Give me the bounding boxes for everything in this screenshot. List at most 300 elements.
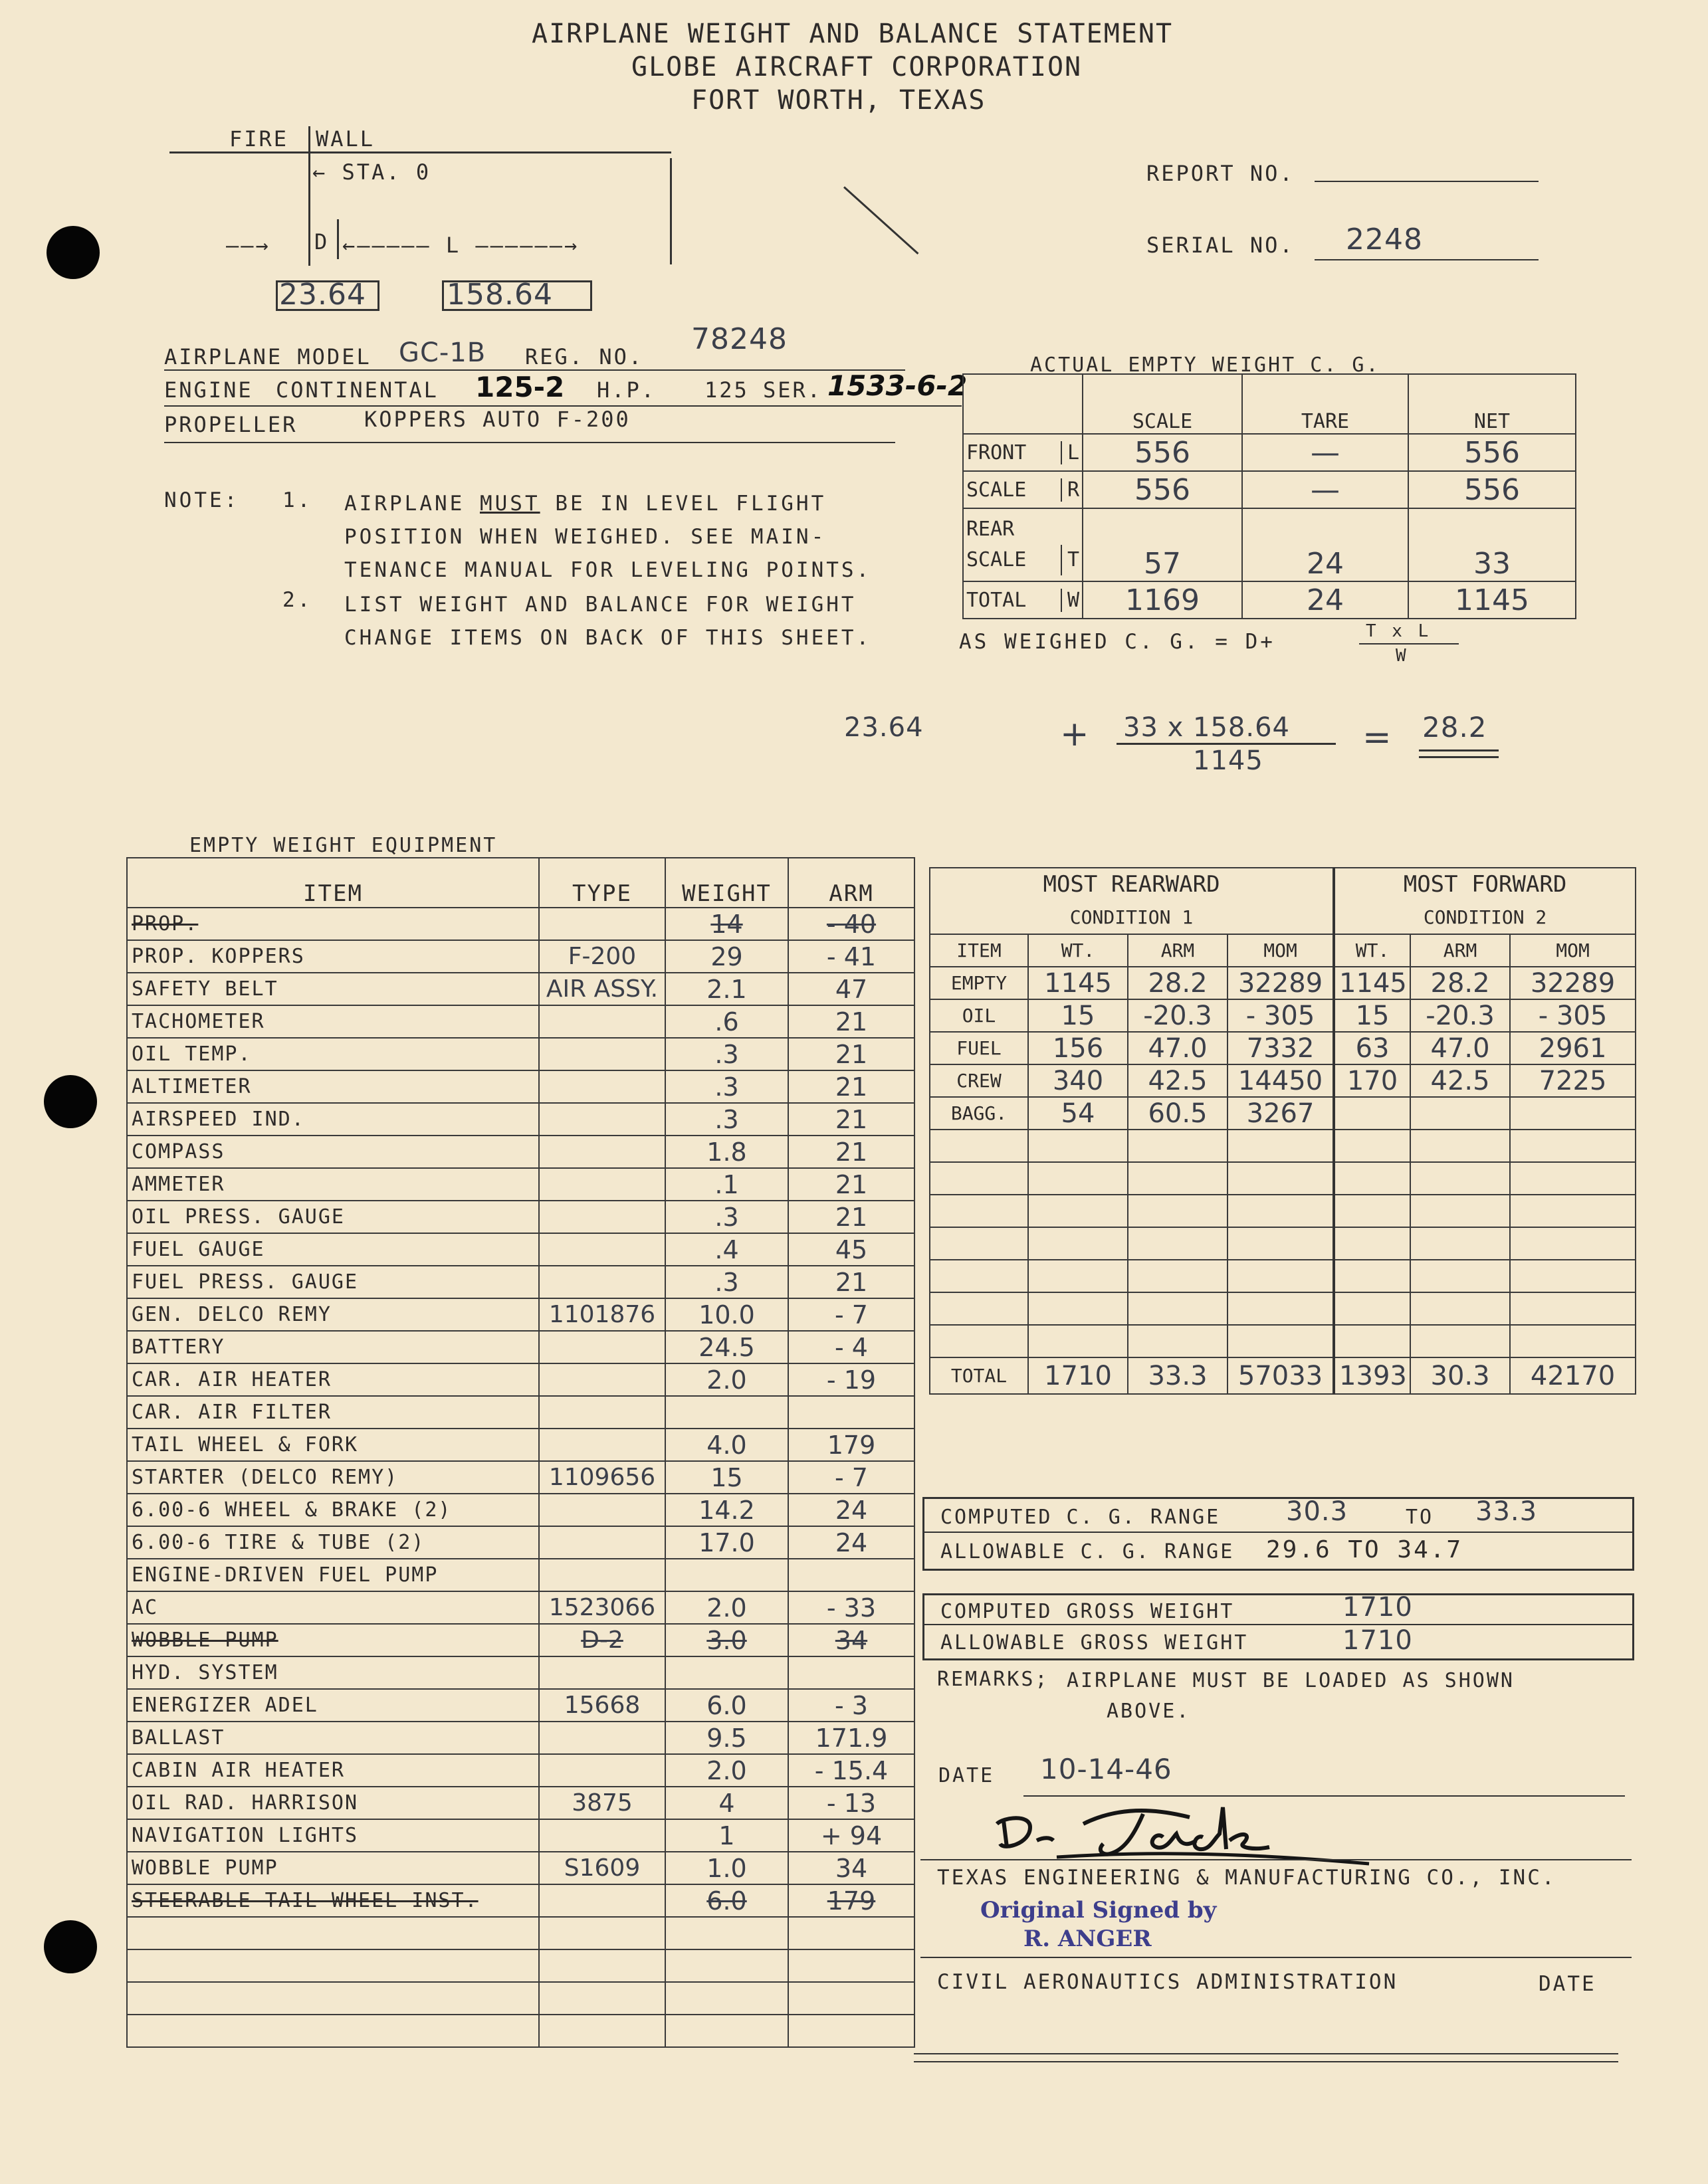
note1-line2: POSITION WHEN WEIGHED. SEE MAIN- [344, 525, 827, 549]
loading-wt2-cell: 1145 [1334, 967, 1410, 999]
equipment-weight-cell: .3 [665, 1103, 788, 1136]
equipment-row [127, 1038, 914, 1070]
equipment-type-cell [539, 1363, 665, 1396]
equipment-type-cell: 1101876 [539, 1298, 665, 1331]
loading-arm2-cell: 47.0 [1410, 1032, 1510, 1064]
loading-mom2-cell: 42170 [1510, 1357, 1636, 1394]
loading-wt1-cell: 54 [1028, 1097, 1128, 1130]
l-arrow: ←————— L ——————→ [342, 233, 580, 258]
equipment-row [127, 1754, 914, 1787]
loading-empty-row [930, 1195, 1636, 1227]
loading-empty-cell [1334, 1260, 1410, 1292]
equipment-header-cell: ITEM [127, 858, 539, 908]
equipment-arm-cell: - 40 [788, 908, 914, 940]
loading-empty-cell [1410, 1227, 1510, 1260]
cg-t-net: 33 [1408, 508, 1576, 581]
hp-value: 125 [704, 377, 749, 403]
sta-label: ← STA. 0 [312, 159, 431, 185]
calc-denominator: 1145 [1193, 745, 1263, 776]
allowable-gross-label: ALLOWABLE GROSS WEIGHT [940, 1631, 1249, 1654]
equipment-arm-cell: - 13 [788, 1787, 914, 1819]
equipment-type-cell [539, 1103, 665, 1136]
equipment-type-cell: 1109656 [539, 1461, 665, 1494]
equipment-weight-cell [665, 1396, 788, 1429]
equipment-weight-cell [665, 1656, 788, 1689]
equipment-row [127, 1429, 914, 1461]
loading-empty-cell [930, 1162, 1028, 1195]
equipment-header-cell: WEIGHT [665, 858, 788, 908]
loading-arm1-cell: 60.5 [1128, 1097, 1228, 1130]
model-value: GC-1B [399, 338, 486, 368]
signature-line-1 [920, 1859, 1632, 1860]
loading-empty-cell [1510, 1195, 1636, 1227]
equipment-arm-cell [788, 1982, 914, 2015]
ser-label: SER. [763, 377, 823, 403]
equipment-row [127, 1005, 914, 1038]
equipment-arm-cell: 171.9 [788, 1722, 914, 1754]
remarks-line1: AIRPLANE MUST BE LOADED AS SHOWN [1067, 1669, 1515, 1692]
equipment-row [127, 1819, 914, 1852]
equipment-arm-cell [788, 1917, 914, 1949]
d-label: D [314, 229, 330, 254]
equipment-item-cell: OIL TEMP. [127, 1038, 539, 1070]
equipment-row [127, 1787, 914, 1819]
loading-empty-cell [1128, 1162, 1228, 1195]
cg-head-net: NET [1408, 374, 1576, 434]
equipment-arm-cell: 21 [788, 1038, 914, 1070]
equipment-type-cell [539, 1005, 665, 1038]
equipment-type-cell [539, 2015, 665, 2047]
calc-result-underline2 [1419, 756, 1499, 758]
loading-mom1-cell: 32289 [1228, 967, 1334, 999]
equipment-type-cell [539, 908, 665, 940]
propeller-value: KOPPERS AUTO F-200 [364, 407, 631, 432]
loading-row [930, 999, 1636, 1032]
loading-empty-cell [1510, 1292, 1636, 1325]
equipment-item-cell [127, 2015, 539, 2047]
equipment-arm-cell: 21 [788, 1266, 914, 1298]
equipment-weight-cell: 4 [665, 1787, 788, 1819]
equipment-row [127, 1949, 914, 1982]
reg-value: 78248 [691, 322, 788, 356]
equipment-weight-cell: 29 [665, 940, 788, 973]
equipment-item-cell: AC [127, 1591, 539, 1624]
cg-t-scale: 57 [1083, 508, 1242, 581]
equipment-item-cell: ALTIMETER [127, 1070, 539, 1103]
loading-header-cell: ARM [1128, 934, 1228, 967]
cg-l-net: 556 [1408, 434, 1576, 471]
caa-date-label: DATE [1539, 1972, 1596, 1996]
remarks-label: REMARKS; [937, 1668, 1049, 1691]
loading-wt1-cell: 1710 [1028, 1357, 1128, 1394]
loading-header-cell: MOM [1228, 934, 1334, 967]
rearward-title: MOST REARWARD [1043, 871, 1220, 898]
equipment-row [127, 1396, 914, 1429]
loading-empty-cell [1228, 1162, 1334, 1195]
cg-range-divider [922, 1532, 1632, 1533]
loading-item-cell: CREW [930, 1064, 1028, 1097]
equipment-row [127, 1689, 914, 1722]
equipment-arm-cell: 24 [788, 1526, 914, 1559]
equipment-weight-cell: 15 [665, 1461, 788, 1494]
loading-empty-cell [1334, 1162, 1410, 1195]
diagram-top-line [169, 151, 671, 153]
equipment-title: EMPTY WEIGHT EQUIPMENT [189, 834, 498, 857]
loading-empty-cell [1228, 1260, 1334, 1292]
date-label: DATE [938, 1764, 995, 1787]
equipment-arm-cell: - 33 [788, 1591, 914, 1624]
equipment-row [127, 1136, 914, 1168]
loading-empty-cell [1028, 1130, 1128, 1162]
loading-item-cell: BAGG. [930, 1097, 1028, 1130]
d-left-arrow: ——→ [226, 233, 270, 258]
computed-gross-value: 1710 [1342, 1592, 1413, 1623]
equipment-arm-cell: 21 [788, 1136, 914, 1168]
loading-empty-cell [1410, 1292, 1510, 1325]
equipment-type-cell [539, 1233, 665, 1266]
loading-empty-cell [930, 1292, 1028, 1325]
equipment-type-cell: D-2 [539, 1624, 665, 1656]
reg-label: REG. NO. [525, 344, 644, 369]
loading-wt2-cell: 15 [1334, 999, 1410, 1032]
equipment-type-cell [539, 1884, 665, 1917]
loading-mom1-cell: 57033 [1228, 1357, 1334, 1394]
equipment-row [127, 1624, 914, 1656]
header-location: FORT WORTH, TEXAS [691, 85, 986, 116]
loading-empty-cell [1028, 1260, 1128, 1292]
equipment-item-cell: BATTERY [127, 1331, 539, 1363]
loading-row [930, 1032, 1636, 1064]
loading-mom2-cell: 32289 [1510, 967, 1636, 999]
loading-empty-cell [1510, 1325, 1636, 1357]
equipment-weight-cell: .6 [665, 1005, 788, 1038]
loading-empty-row [930, 1325, 1636, 1357]
equipment-weight-cell: 14.2 [665, 1494, 788, 1526]
cg-row-scale: SCALE R [963, 471, 1083, 508]
d-mark-line [337, 219, 339, 259]
equipment-row [127, 1363, 914, 1396]
equipment-header-row [127, 858, 914, 908]
computed-cg-label: COMPUTED C. G. RANGE [940, 1506, 1221, 1529]
equipment-arm-cell: 34 [788, 1624, 914, 1656]
equipment-weight-cell: 2.1 [665, 973, 788, 1005]
equipment-type-cell [539, 1396, 665, 1429]
d-value: 23.64 [279, 278, 366, 312]
loading-wt1-cell: 15 [1028, 999, 1128, 1032]
loading-empty-cell [1510, 1162, 1636, 1195]
loading-wt2-cell: 63 [1334, 1032, 1410, 1064]
calc-result-underline1 [1419, 749, 1499, 751]
equipment-item-cell: TAIL WHEEL & FORK [127, 1429, 539, 1461]
bottom-line-1 [914, 2053, 1618, 2054]
equipment-header-cell: TYPE [539, 858, 665, 908]
equipment-row [127, 1201, 914, 1233]
rearward-title-cell [930, 868, 1334, 934]
loading-empty-cell [1334, 1130, 1410, 1162]
equipment-weight-cell: 1 [665, 1819, 788, 1852]
equipment-type-cell [539, 1038, 665, 1070]
equipment-arm-cell: 21 [788, 1103, 914, 1136]
equipment-weight-cell [665, 2015, 788, 2047]
loading-empty-cell [1028, 1292, 1128, 1325]
loading-arm1-cell: 33.3 [1128, 1357, 1228, 1394]
equipment-row [127, 1591, 914, 1624]
cg-w-tare: 24 [1242, 581, 1408, 619]
equipment-item-cell: OIL PRESS. GAUGE [127, 1201, 539, 1233]
equipment-item-cell: AMMETER [127, 1168, 539, 1201]
forward-condition: CONDITION 2 [1423, 906, 1547, 928]
equipment-weight-cell [665, 1559, 788, 1591]
l-value: 158.64 [447, 278, 553, 312]
equipment-type-cell: 3875 [539, 1787, 665, 1819]
loading-arm1-cell: 28.2 [1128, 967, 1228, 999]
equipment-row [127, 1559, 914, 1591]
equipment-row [127, 940, 914, 973]
equipment-arm-cell [788, 1949, 914, 1982]
equipment-weight-cell: .3 [665, 1266, 788, 1298]
equipment-type-cell [539, 1982, 665, 2015]
equipment-item-cell [127, 1982, 539, 2015]
loading-empty-cell [1334, 1195, 1410, 1227]
equipment-weight-cell: 6.0 [665, 1689, 788, 1722]
equipment-arm-cell: 21 [788, 1201, 914, 1233]
equipment-table [126, 857, 915, 2048]
loading-item-cell: TOTAL [930, 1357, 1028, 1394]
equipment-type-cell [539, 1656, 665, 1689]
equipment-weight-cell: 9.5 [665, 1722, 788, 1754]
equipment-arm-cell: 21 [788, 1168, 914, 1201]
equipment-type-cell: 1523066 [539, 1591, 665, 1624]
loading-empty-cell [930, 1260, 1028, 1292]
equipment-row [127, 1917, 914, 1949]
equipment-arm-cell [788, 1396, 914, 1429]
equipment-type-cell [539, 1559, 665, 1591]
equipment-row [127, 1852, 914, 1884]
stamp-original-signed: Original Signed by [980, 1897, 1217, 1924]
equipment-type-cell [539, 1722, 665, 1754]
equipment-type-cell [539, 1429, 665, 1461]
equipment-weight-cell: 4.0 [665, 1429, 788, 1461]
equipment-item-cell: TACHOMETER [127, 1005, 539, 1038]
formula-label: AS WEIGHED C. G. = D+ [959, 630, 1275, 654]
equipment-arm-cell: 47 [788, 973, 914, 1005]
equipment-item-cell: AIRSPEED IND. [127, 1103, 539, 1136]
loading-empty-cell [1228, 1325, 1334, 1357]
loading-empty-cell [1410, 1162, 1510, 1195]
equipment-arm-cell [788, 1656, 914, 1689]
loading-header-cell: MOM [1510, 934, 1636, 967]
equipment-item-cell: HYD. SYSTEM [127, 1656, 539, 1689]
loading-empty-cell [1410, 1260, 1510, 1292]
equipment-item-cell: PROP. [127, 908, 539, 940]
loading-wt2-cell [1334, 1097, 1410, 1130]
equipment-arm-cell [788, 1559, 914, 1591]
cg-row-front: FRONT L [963, 434, 1083, 471]
loading-empty-cell [1128, 1195, 1228, 1227]
equipment-item-cell [127, 1949, 539, 1982]
serial-line [1315, 259, 1539, 260]
loading-mom1-cell: 7332 [1228, 1032, 1334, 1064]
loading-empty-row [930, 1162, 1636, 1195]
equipment-weight-cell: 17.0 [665, 1526, 788, 1559]
hp-label: H.P. [597, 377, 657, 403]
equipment-item-cell: CAR. AIR FILTER [127, 1396, 539, 1429]
serial-value: 2248 [1346, 223, 1423, 256]
model-label: AIRPLANE MODEL [164, 344, 372, 369]
equipment-item-cell: FUEL GAUGE [127, 1233, 539, 1266]
actual-cg-table [962, 373, 1576, 619]
loading-header-row [930, 934, 1636, 967]
equipment-item-cell: SAFETY BELT [127, 973, 539, 1005]
binder-hole-middle [44, 1075, 97, 1128]
loading-empty-cell [1334, 1292, 1410, 1325]
equipment-type-cell [539, 1754, 665, 1787]
forward-title-cell [1334, 868, 1636, 934]
equipment-row [127, 908, 914, 940]
ser-value: 1533-6-2 [827, 369, 968, 402]
equipment-header-cell: ARM [788, 858, 914, 908]
equipment-item-cell: 6.00-6 TIRE & TUBE (2) [127, 1526, 539, 1559]
bottom-line-2 [914, 2061, 1618, 2062]
loading-empty-row [930, 1130, 1636, 1162]
note2-line2: CHANGE ITEMS ON BACK OF THIS SHEET. [344, 626, 872, 650]
calc-eq: = [1362, 718, 1392, 757]
equipment-arm-cell: 179 [788, 1429, 914, 1461]
loading-title-row [930, 868, 1636, 934]
equipment-weight-cell: 6.0 [665, 1884, 788, 1917]
firewall-line [308, 126, 310, 266]
allowable-cg-value: 29.6 TO 34.7 [1266, 1536, 1463, 1563]
pencil-stroke [843, 186, 918, 254]
cg-row-total: TOTAL W [963, 581, 1083, 619]
loading-mom1-cell: 3267 [1228, 1097, 1334, 1130]
equipment-row [127, 1070, 914, 1103]
report-line [1315, 181, 1539, 182]
equipment-arm-cell: 45 [788, 1233, 914, 1266]
equipment-item-cell: GEN. DELCO REMY [127, 1298, 539, 1331]
loading-wt1-cell: 340 [1028, 1064, 1128, 1097]
equipment-row [127, 1494, 914, 1526]
equipment-type-cell [539, 1136, 665, 1168]
equipment-weight-cell: .4 [665, 1233, 788, 1266]
note1-line1: AIRPLANE MUST BE IN LEVEL FLIGHT [344, 492, 827, 516]
loading-empty-cell [1510, 1260, 1636, 1292]
loading-header-cell: ITEM [930, 934, 1028, 967]
fire-label: FIRE [229, 126, 289, 151]
allowable-gross-value: 1710 [1342, 1625, 1413, 1656]
serial-label: SERIAL NO. [1146, 233, 1295, 258]
equipment-weight-cell [665, 1949, 788, 1982]
loading-header-cell: WT. [1028, 934, 1128, 967]
loading-header-cell: ARM [1410, 934, 1510, 967]
equipment-type-cell [539, 1494, 665, 1526]
equipment-weight-cell: 14 [665, 908, 788, 940]
note2-num: 2. [282, 588, 313, 612]
loading-arm1-cell: 42.5 [1128, 1064, 1228, 1097]
engine-label: ENGINE [164, 377, 253, 403]
equipment-arm-cell: - 7 [788, 1461, 914, 1494]
loading-empty-cell [1510, 1227, 1636, 1260]
equipment-arm-cell: 179 [788, 1884, 914, 1917]
equipment-type-cell [539, 1070, 665, 1103]
equipment-type-cell [539, 1266, 665, 1298]
loading-empty-cell [930, 1195, 1028, 1227]
equipment-type-cell [539, 1526, 665, 1559]
loading-empty-cell [1028, 1162, 1128, 1195]
equipment-weight-cell: 24.5 [665, 1331, 788, 1363]
loading-mom2-cell: 7225 [1510, 1064, 1636, 1097]
loading-empty-row [930, 1260, 1636, 1292]
cg-t-tare: 24 [1242, 508, 1408, 581]
loading-total-row [930, 1357, 1636, 1394]
equipment-type-cell: AIR ASSY. [539, 973, 665, 1005]
formula-bar [1359, 643, 1459, 645]
loading-empty-cell [1028, 1195, 1128, 1227]
equipment-weight-cell [665, 1982, 788, 2015]
equipment-item-cell: ENGINE-DRIVEN FUEL PUMP [127, 1559, 539, 1591]
equipment-item-cell: COMPASS [127, 1136, 539, 1168]
loading-empty-cell [1128, 1292, 1228, 1325]
loading-empty-cell [1410, 1325, 1510, 1357]
equipment-weight-cell: 2.0 [665, 1591, 788, 1624]
loading-empty-cell [930, 1130, 1028, 1162]
equipment-weight-cell: 2.0 [665, 1363, 788, 1396]
loading-empty-row [930, 1227, 1636, 1260]
note1-line3: TENANCE MANUAL FOR LEVELING POINTS. [344, 558, 872, 582]
cg-r-net: 556 [1408, 471, 1576, 508]
binder-hole-bottom [44, 1920, 97, 1973]
loading-item-cell: EMPTY [930, 967, 1028, 999]
equipment-type-cell [539, 1819, 665, 1852]
equipment-item-cell: CAR. AIR HEATER [127, 1363, 539, 1396]
equipment-item-cell: CABIN AIR HEATER [127, 1754, 539, 1787]
header-title: AIRPLANE WEIGHT AND BALANCE STATEMENT [532, 19, 1174, 49]
calc-bar [1117, 743, 1336, 745]
wall-label: WALL [316, 126, 375, 151]
binder-hole-top [47, 226, 100, 279]
equipment-type-cell [539, 1917, 665, 1949]
equipment-row [127, 1982, 914, 2015]
equipment-weight-cell: 1.0 [665, 1852, 788, 1884]
loading-item-cell: OIL [930, 999, 1028, 1032]
equipment-weight-cell: 2.0 [665, 1754, 788, 1787]
equipment-arm-cell: - 19 [788, 1363, 914, 1396]
equipment-weight-cell: 10.0 [665, 1298, 788, 1331]
loading-empty-cell [1128, 1260, 1228, 1292]
equipment-row [127, 1298, 914, 1331]
loading-empty-row [930, 1292, 1636, 1325]
equipment-item-cell: STEERABLE TAIL WHEEL INST. [127, 1884, 539, 1917]
forward-title: MOST FORWARD [1403, 871, 1567, 898]
equipment-weight-cell: .3 [665, 1201, 788, 1233]
calc-plus: + [1060, 714, 1090, 754]
equipment-arm-cell: - 3 [788, 1689, 914, 1722]
equipment-arm-cell [788, 2015, 914, 2047]
cg-w-scale: 1169 [1083, 581, 1242, 619]
engine-value: CONTINENTAL [276, 377, 439, 403]
loading-wt1-cell: 1145 [1028, 967, 1128, 999]
rearward-condition: CONDITION 1 [1069, 906, 1194, 928]
equipment-type-cell [539, 1201, 665, 1233]
calc-d: 23.64 [844, 712, 924, 743]
equipment-row [127, 2015, 914, 2047]
loading-wt2-cell: 1393 [1334, 1357, 1410, 1394]
loading-arm1-cell: -20.3 [1128, 999, 1228, 1032]
equipment-item-cell: ENERGIZER ADEL [127, 1689, 539, 1722]
equipment-arm-cell: - 15.4 [788, 1754, 914, 1787]
computed-cg-to: 33.3 [1475, 1496, 1538, 1527]
cg-row-rear: REAR SCALE T [963, 508, 1083, 581]
